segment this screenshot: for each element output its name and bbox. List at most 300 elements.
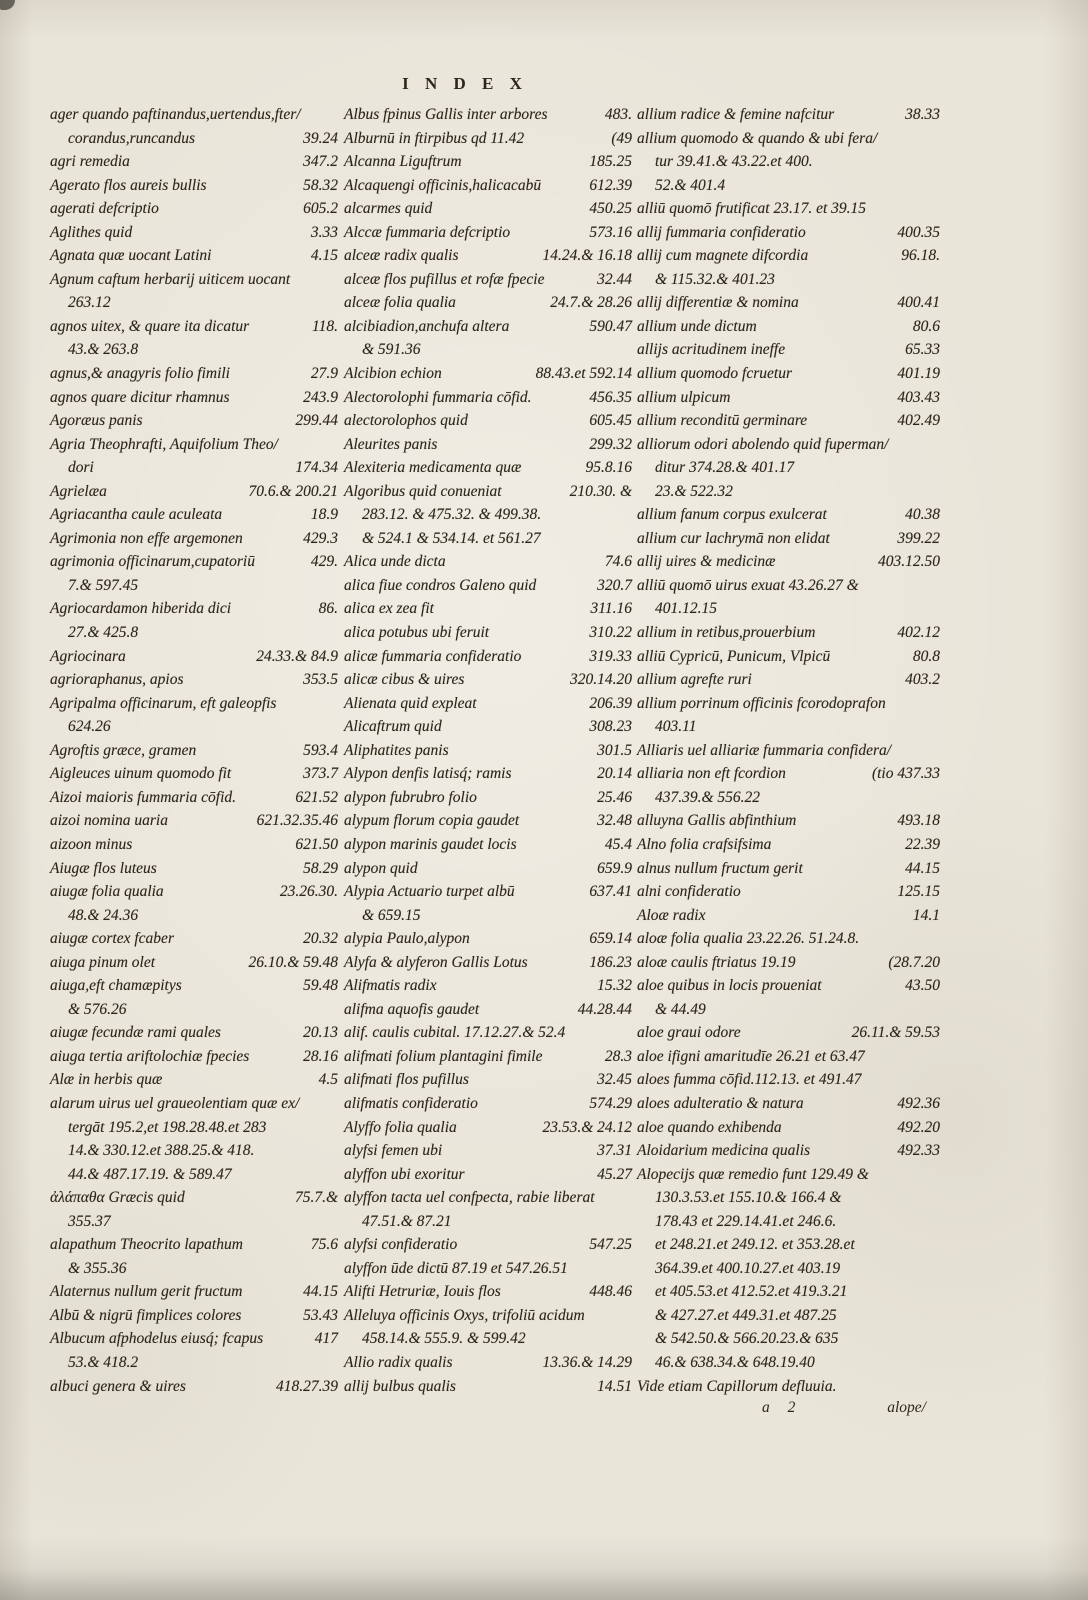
index-entry <box>637 621 940 645</box>
entry-page-ref: 402.12 <box>897 624 940 642</box>
entry-text: allij cum magnete difcordia <box>637 247 809 265</box>
entry-page-ref: 27.9 <box>310 365 338 383</box>
entry-text: Agerato flos aureis bullis <box>50 176 207 194</box>
entry-text: agerati defcriptio <box>50 200 159 218</box>
entry-page-ref: 22.39 <box>905 835 940 853</box>
entry-page-ref: 492.20 <box>897 1118 940 1136</box>
index-entry <box>637 668 940 692</box>
entry-page-ref: 492.36 <box>897 1094 940 1112</box>
entry-page-ref: 590.47 <box>589 317 632 335</box>
entry-page-ref: 28.3 <box>604 1047 632 1065</box>
index-entry <box>50 998 338 1022</box>
entry-page-ref: 23.53.& 24.12 <box>542 1118 632 1136</box>
index-entry <box>637 1210 940 1234</box>
entry-text: Agriocardamon hiberida dici <box>50 600 232 618</box>
entry-page-ref: 39.24 <box>303 129 338 147</box>
entry-text: alapathum Theocrito lapathum <box>50 1236 243 1254</box>
index-entry <box>50 1186 338 1210</box>
index-entry <box>637 268 940 292</box>
entry-page-ref: 243.9 <box>303 388 338 406</box>
entry-page-ref: 32.44 <box>597 270 632 288</box>
entry-page-ref: 399.22 <box>897 529 940 547</box>
entry-text: Albucum afphodelus eiusq́; fcapus <box>50 1330 264 1348</box>
index-entry <box>637 409 940 433</box>
entry-page-ref: 13.36.& 14.29 <box>542 1353 632 1371</box>
entry-text: Aloæ radix <box>637 906 706 924</box>
entry-text: 355.37 <box>68 1212 111 1230</box>
index-entry <box>344 1233 632 1257</box>
entry-text: albuci genera & uires <box>50 1377 186 1395</box>
entry-text: Albū & nigrū fimplices colores <box>50 1306 242 1324</box>
index-entry <box>50 1375 338 1399</box>
entry-text: Aleurites panis <box>344 435 438 453</box>
entry-page-ref: 612.39 <box>589 176 632 194</box>
entry-text: Aigleuces uinum quomodo fit <box>50 765 232 783</box>
entry-page-ref: 26.11.& 59.53 <box>851 1024 940 1042</box>
index-entry <box>637 809 940 833</box>
index-entry <box>50 221 338 245</box>
scan-corner-mark <box>0 0 15 10</box>
entry-page-ref: 80.6 <box>912 317 940 335</box>
index-entry <box>637 362 940 386</box>
index-entry <box>637 1163 940 1187</box>
entry-text: & 44.49 <box>655 1000 706 1018</box>
entry-page-ref: 70.6.& 200.21 <box>248 482 338 500</box>
index-entry <box>637 1068 940 1092</box>
entry-page-ref: 402.49 <box>897 412 940 430</box>
index-entry <box>50 456 338 480</box>
index-entry <box>637 386 940 410</box>
entry-text: alicæ cibus & uires <box>344 671 465 689</box>
entry-page-ref: 401.19 <box>897 365 940 383</box>
index-entry <box>50 503 338 527</box>
entry-page-ref: 492.33 <box>897 1142 940 1160</box>
entry-page-ref: 95.8.16 <box>585 459 632 477</box>
index-entry <box>50 1068 338 1092</box>
entry-text: agnos uitex, & quare ita dicatur <box>50 317 250 335</box>
entry-text: Alifti Hetruriæ, Iouis flos <box>344 1283 501 1301</box>
entry-text: Alcibion echion <box>344 365 442 383</box>
entry-page-ref: 28.16 <box>303 1047 338 1065</box>
index-entry <box>637 1304 940 1328</box>
index-entry <box>637 692 940 716</box>
entry-text: alicæ fummaria confideratio <box>344 647 522 665</box>
index-entry <box>344 1210 632 1234</box>
entry-text: Alyfa & alyferon Gallis Lotus <box>344 953 528 971</box>
index-entry <box>50 786 338 810</box>
entry-page-ref: 58.32 <box>303 176 338 194</box>
entry-page-ref: 573.16 <box>589 223 632 241</box>
index-entry <box>344 668 632 692</box>
entry-text: Alopecijs quæ remedio funt 129.49 & <box>637 1165 869 1183</box>
entry-text: Alicaftrum quid <box>344 718 442 736</box>
entry-text: 624.26 <box>68 718 111 736</box>
entry-page-ref: 118. <box>312 317 338 335</box>
entry-page-ref: 659.14 <box>589 930 632 948</box>
signature-mark: a 2 <box>762 1399 796 1416</box>
entry-page-ref: 400.35 <box>897 223 940 241</box>
entry-text: 7.& 597.45 <box>68 576 139 594</box>
index-entry <box>637 1233 940 1257</box>
entry-text: alectorolophos quid <box>344 412 468 430</box>
entry-text: allium ulpicum <box>637 388 731 406</box>
index-entry <box>637 645 940 669</box>
entry-text: allium reconditū germinare <box>637 412 808 430</box>
index-entry <box>637 1186 940 1210</box>
entry-text: allium quomodo & quando & ubi fera/ <box>637 129 878 147</box>
index-entry <box>344 974 632 998</box>
entry-text: Agoræus panis <box>50 412 143 430</box>
index-entry <box>637 1327 940 1351</box>
entry-page-ref: 20.32 <box>303 930 338 948</box>
entry-page-ref: 547.25 <box>589 1236 632 1254</box>
entry-text: agrimonia officinarum,cupatoriū <box>50 553 255 571</box>
index-entry <box>50 880 338 904</box>
entry-text: & 591.36 <box>362 341 421 359</box>
index-entry <box>637 550 940 574</box>
index-entry <box>637 904 940 928</box>
index-entry <box>50 480 338 504</box>
entry-page-ref: 25.46 <box>597 788 632 806</box>
index-entry <box>50 315 338 339</box>
entry-text: Alæ in herbis quæ <box>50 1071 163 1089</box>
entry-page-ref: 65.33 <box>905 341 940 359</box>
entry-text: alluyna Gallis abfinthium <box>637 812 797 830</box>
index-entry <box>344 480 632 504</box>
index-entry <box>344 762 632 786</box>
index-entry <box>50 715 338 739</box>
index-entry <box>50 174 338 198</box>
index-entry <box>637 150 940 174</box>
entry-text: aiuga pinum olet <box>50 953 156 971</box>
index-entry <box>637 527 940 551</box>
entry-text: & 659.15 <box>362 906 421 924</box>
entry-text: alliorum odori abolendo quid fuperman/ <box>637 435 889 453</box>
index-entry <box>344 574 632 598</box>
entry-text: Aliphatites panis <box>344 741 449 759</box>
index-entry <box>344 338 632 362</box>
entry-text: aiugæ cortex fcaber <box>50 930 174 948</box>
entry-text: Aloidarium medicina qualis <box>637 1142 811 1160</box>
entry-page-ref: 637.41 <box>589 883 632 901</box>
entry-text: Agroftis græce, gramen <box>50 741 197 759</box>
entry-page-ref: 450.25 <box>589 200 632 218</box>
entry-text: 283.12. & 475.32. & 499.38. <box>362 506 542 524</box>
entry-page-ref: 26.10.& 59.48 <box>248 953 338 971</box>
entry-page-ref: 403.2 <box>905 671 940 689</box>
page-title: I N D E X <box>402 74 528 93</box>
entry-text: aiugæ fecundæ rami quales <box>50 1024 221 1042</box>
index-entry <box>344 1257 632 1281</box>
index-entry <box>637 1116 940 1140</box>
index-entry <box>344 1327 632 1351</box>
entry-text: Alno folia crafsifsima <box>637 835 772 853</box>
entry-page-ref: 308.23 <box>589 718 632 736</box>
index-column-3 <box>637 103 940 1398</box>
entry-page-ref: 403.12.50 <box>878 553 940 571</box>
index-entry <box>344 927 632 951</box>
entry-text: Allio radix qualis <box>344 1353 453 1371</box>
index-entry <box>637 951 940 975</box>
index-entry <box>50 550 338 574</box>
index-entry <box>637 315 940 339</box>
index-entry <box>50 103 338 127</box>
index-entry <box>344 1045 632 1069</box>
index-entry <box>50 338 338 362</box>
index-entry <box>637 503 940 527</box>
entry-text: agnus,& anagyris folio fimili <box>50 365 230 383</box>
entry-page-ref: (49 <box>611 129 632 147</box>
index-entry <box>637 174 940 198</box>
entry-text: Agnum caftum herbarij uiticem uocant <box>50 270 291 288</box>
entry-text: Aiugæ flos luteus <box>50 859 157 877</box>
entry-text: Alica unde dicta <box>344 553 446 571</box>
entry-page-ref: 311.16 <box>590 600 632 618</box>
index-entry <box>50 1021 338 1045</box>
entry-page-ref: 210.30. & <box>569 482 632 500</box>
index-entry <box>50 857 338 881</box>
entry-page-ref: 58.29 <box>303 859 338 877</box>
entry-page-ref: 4.15 <box>310 247 338 265</box>
entry-text: alceæ radix qualis <box>344 247 459 265</box>
entry-text: aloe quibus in locis proueniat <box>637 977 822 995</box>
index-entry <box>637 574 940 598</box>
entry-text: alcarmes quid <box>344 200 433 218</box>
entry-text: alni confideratio <box>637 883 741 901</box>
entry-text: 48.& 24.36 <box>68 906 139 924</box>
index-entry <box>344 998 632 1022</box>
entry-text: Algoribus quid conueniat <box>344 482 502 500</box>
entry-text: Aglithes quid <box>50 223 133 241</box>
entry-page-ref: 32.45 <box>597 1071 632 1089</box>
entry-text: alica fiue condros Galeno quid <box>344 576 537 594</box>
entry-page-ref: 301.5 <box>597 741 632 759</box>
index-entry <box>344 362 632 386</box>
index-entry <box>50 1327 338 1351</box>
index-entry <box>344 103 632 127</box>
index-entry <box>637 1257 940 1281</box>
index-entry <box>637 974 940 998</box>
entry-text: Agrimonia non effe argemonen <box>50 529 243 547</box>
entry-page-ref: 86. <box>318 600 338 618</box>
index-entry <box>50 386 338 410</box>
entry-text: aloes fumma cōfid.112.13. et 491.47 <box>637 1071 862 1089</box>
index-entry <box>637 1092 940 1116</box>
index-entry <box>637 291 940 315</box>
entry-text: Agria Theophrafti, Aquifolium Theo/ <box>50 435 278 453</box>
entry-text: Agrielæa <box>50 482 107 500</box>
entry-text: alceæ folia qualia <box>344 294 456 312</box>
entry-text: aiuga,eft chamæpitys <box>50 977 182 995</box>
index-entry <box>50 621 338 645</box>
entry-text: ἀλάπαθα Græcis quid <box>50 1189 185 1207</box>
entry-page-ref: 605.2 <box>303 200 338 218</box>
entry-text: alypon marinis gaudet locis <box>344 835 517 853</box>
entry-text: allij differentiæ & nomina <box>637 294 799 312</box>
index-entry <box>637 480 940 504</box>
index-entry <box>344 197 632 221</box>
entry-page-ref: 347.2 <box>303 153 338 171</box>
entry-text: 53.& 418.2 <box>68 1353 139 1371</box>
index-entry <box>344 645 632 669</box>
entry-page-ref: 320.14.20 <box>570 671 632 689</box>
index-entry <box>344 433 632 457</box>
entry-text: alypon fubrubro folio <box>344 788 477 806</box>
entry-page-ref: 53.43 <box>303 1306 338 1324</box>
entry-page-ref: 59.48 <box>303 977 338 995</box>
entry-page-ref: 456.35 <box>589 388 632 406</box>
entry-text: et 405.53.et 412.52.et 419.3.21 <box>655 1283 848 1301</box>
index-entry <box>50 1092 338 1116</box>
index-entry <box>637 762 940 786</box>
index-entry <box>50 833 338 857</box>
index-entry <box>344 1139 632 1163</box>
index-entry <box>50 1116 338 1140</box>
entry-page-ref: 429.3 <box>303 529 338 547</box>
entry-page-ref: 125.15 <box>897 883 940 901</box>
entry-page-ref: 44.15 <box>303 1283 338 1301</box>
entry-text: Alypon denfis latisq́; ramis <box>344 765 512 783</box>
entry-text: alyfsi confideratio <box>344 1236 458 1254</box>
index-entry <box>50 127 338 151</box>
entry-text: aloes adulteratio & natura <box>637 1094 804 1112</box>
index-entry <box>637 244 940 268</box>
entry-text: 46.& 638.34.& 648.19.40 <box>655 1353 815 1371</box>
index-entry <box>50 1045 338 1069</box>
index-entry <box>50 1210 338 1234</box>
entry-text: alica ex zea fit <box>344 600 434 618</box>
entry-page-ref: 185.25 <box>589 153 632 171</box>
entry-text: aizoon minus <box>50 835 133 853</box>
entry-text: & 524.1 & 534.14. et 561.27 <box>362 529 541 547</box>
index-entry <box>344 833 632 857</box>
entry-text: corandus,runcandus <box>68 129 196 147</box>
index-entry <box>344 127 632 151</box>
entry-text: 458.14.& 555.9. & 599.42 <box>362 1330 526 1348</box>
entry-page-ref: 574.29 <box>589 1094 632 1112</box>
entry-page-ref: 493.18 <box>897 812 940 830</box>
index-entry <box>637 739 940 763</box>
entry-text: Agriocinara <box>50 647 126 665</box>
entry-text: 27.& 425.8 <box>68 624 139 642</box>
entry-page-ref: 80.8 <box>912 647 940 665</box>
entry-page-ref: 593.4 <box>303 741 338 759</box>
entry-page-ref: 15.32 <box>597 977 632 995</box>
entry-text: 437.39.& 556.22 <box>655 788 761 806</box>
entry-text: alica potubus ubi feruit <box>344 624 490 642</box>
index-entry <box>344 880 632 904</box>
entry-page-ref: 3.33 <box>310 223 338 241</box>
entry-page-ref: 174.34 <box>295 459 338 477</box>
entry-text: Alexiteria medicamenta quæ <box>344 459 522 477</box>
index-entry <box>344 857 632 881</box>
index-entry <box>344 904 632 928</box>
index-entry <box>50 244 338 268</box>
index-entry <box>344 1351 632 1375</box>
index-entry <box>637 127 940 151</box>
index-entry <box>637 456 940 480</box>
index-entry <box>50 762 338 786</box>
entry-text: aiuga tertia ariftolochiæ fpecies <box>50 1047 250 1065</box>
entry-text: ager quando paftinandus,uertendus,fter/ <box>50 106 301 123</box>
index-entry <box>50 197 338 221</box>
entry-text: Alienata quid expleat <box>344 694 477 712</box>
entry-text: allium quomodo fcruetur <box>637 365 792 383</box>
entry-page-ref: 605.45 <box>589 412 632 430</box>
entry-page-ref: 14.24.& 16.18 <box>542 247 632 265</box>
index-entry <box>637 433 940 457</box>
index-entry <box>344 456 632 480</box>
entry-text: 364.39.et 400.10.27.et 403.19 <box>655 1259 841 1277</box>
index-entry <box>344 1116 632 1140</box>
scan-bottom-shadow <box>0 1570 1088 1600</box>
entry-text: alyffon ūde dictū 87.19 et 547.26.51 <box>344 1259 568 1277</box>
entry-text: aiugæ folia qualia <box>50 883 164 901</box>
index-entry <box>50 527 338 551</box>
entry-text: dori <box>68 459 94 477</box>
entry-page-ref: 75.7.& <box>294 1189 338 1207</box>
entry-page-ref: 299.32 <box>589 435 632 453</box>
index-entry <box>344 221 632 245</box>
entry-page-ref: 429. <box>310 553 338 571</box>
index-entry <box>344 1186 632 1210</box>
entry-page-ref: 88.43.et 592.14 <box>535 365 632 383</box>
index-entry <box>344 291 632 315</box>
index-entry <box>50 1280 338 1304</box>
entry-page-ref: (tio 437.33 <box>871 765 940 783</box>
entry-text: allium in retibus,prouerbium <box>637 624 816 642</box>
entry-text: allijs acritudinem ineffe <box>637 341 786 359</box>
index-entry <box>50 668 338 692</box>
index-entry <box>50 433 338 457</box>
entry-text: 14.& 330.12.et 388.25.& 418. <box>68 1142 255 1160</box>
index-entry <box>637 833 940 857</box>
page-footer <box>637 1396 940 1420</box>
entry-page-ref: 96.18. <box>901 247 940 265</box>
entry-page-ref: 14.1 <box>912 906 940 924</box>
entry-page-ref: 621.32.35.46 <box>256 812 338 830</box>
entry-text: Aizoi maioris fummaria cōfid. <box>50 788 237 806</box>
entry-text: allij fummaria confideratio <box>637 223 806 241</box>
entry-text: 263.12 <box>68 294 111 312</box>
index-entry <box>637 786 940 810</box>
entry-text: aizoi nomina uaria <box>50 812 168 830</box>
entry-text: alliū quomō frutificat 23.17. et 39.15 <box>637 200 867 218</box>
index-entry <box>344 692 632 716</box>
entry-text: alliaria non eft fcordion <box>637 765 786 783</box>
entry-text: tur 39.41.& 43.22.et 400. <box>655 153 813 171</box>
entry-text: Alifmatis radix <box>344 977 437 995</box>
entry-text: Alaternus nullum gerit fructum <box>50 1283 243 1301</box>
entry-page-ref: 37.31 <box>597 1142 632 1160</box>
entry-text: allium radice & femine nafcitur <box>637 106 835 123</box>
index-entry <box>344 1068 632 1092</box>
index-entry <box>637 857 940 881</box>
index-entry <box>50 692 338 716</box>
index-entry <box>50 409 338 433</box>
entry-text: Vide etiam Capillorum defluuia. <box>637 1377 837 1395</box>
entry-text: Alypia Actuario turpet albū <box>344 883 515 901</box>
entry-text: 52.& 401.4 <box>655 176 726 194</box>
entry-text: alnus nullum fructum gerit <box>637 859 803 877</box>
index-entry <box>344 1021 632 1045</box>
index-entry <box>344 1163 632 1187</box>
entry-page-ref: 74.6 <box>604 553 632 571</box>
entry-text: allium agrefte ruri <box>637 671 752 689</box>
entry-text: et 248.21.et 249.12. et 353.28.et <box>655 1236 855 1254</box>
entry-page-ref: 621.52 <box>295 788 338 806</box>
index-entry <box>637 103 940 127</box>
